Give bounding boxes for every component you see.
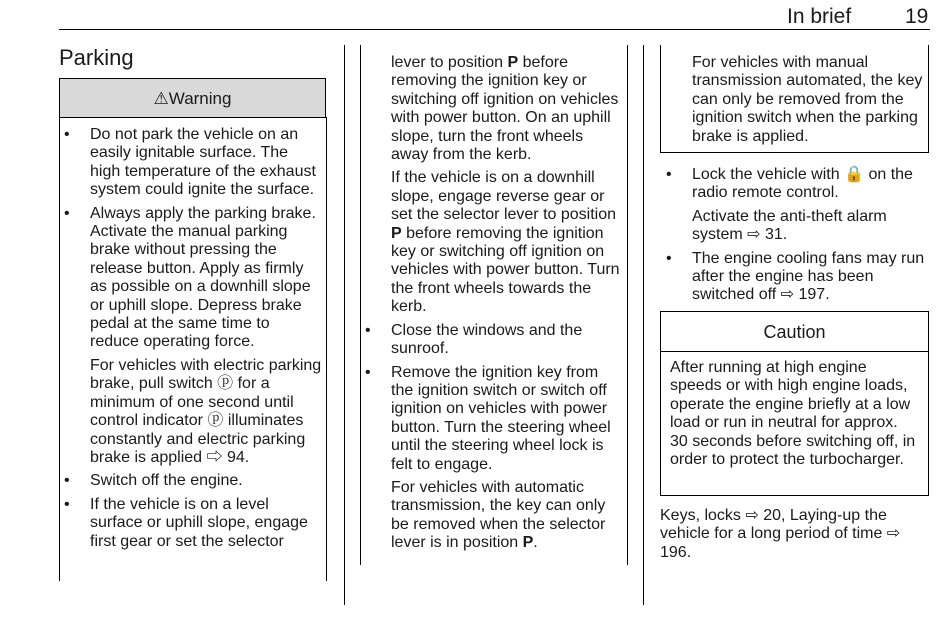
caution-box	[660, 351, 929, 496]
list-item: • The engine cooling fans may run after the engine has been switched off ⇨ 197.	[662, 250, 930, 305]
column-divider	[643, 45, 644, 605]
header-rule	[59, 29, 930, 30]
warning-content	[60, 126, 322, 556]
page-number: 19	[905, 5, 929, 28]
list-item: • Do not park the vehicle on an easily ignitable surface. The high temperature of the exhaust system could ignite the surface.	[60, 126, 322, 200]
cross-reference-footer: Keys, locks ⇨ 20, Laying-up the vehicle for a long period of time ⇨ 196.	[660, 507, 901, 561]
column-divider	[344, 45, 345, 605]
caution-header: Caution	[660, 311, 929, 352]
list-item: • Always apply the parking brake. Activate the manual parking brake without pressing the release button. Apply as firmly as possible on a downhill slope or uphill slope. Depress brake pedal at the same time to reduce operating force.	[60, 205, 322, 352]
paragraph: lever to position P before removing the ignition key or switching off ignition on vehicles with power button. On an uphill slope, turn the front wheels away from the kerb.	[391, 54, 619, 164]
column-3	[662, 54, 930, 310]
running-header-title: In brief	[787, 5, 852, 28]
paragraph: For vehicles with automatic transmission, the key can only be removed when the selector lever is in position P.	[391, 478, 606, 552]
list-item: • Close the windows and the sunroof.	[361, 322, 623, 359]
list-item: • Switch off the engine.	[60, 472, 322, 490]
warning-header	[59, 78, 326, 118]
paragraph: If the vehicle is on a downhill slope, engage reverse gear or set the selector lever to position P before removing the ignition key or switching off ignition on vehicles with power button. Turn the front wheels towards the kerb.	[391, 169, 620, 316]
section-title: Parking	[59, 45, 134, 70]
list-item: • Lock the vehicle with 🔒 on the radio remote control.	[662, 166, 930, 203]
paragraph: For vehicles with manual transmission automated, the key can only be removed from the ignition switch when the parking brake is applied.	[692, 54, 923, 145]
caution-text: After running at high engine speeds or with high engine loads, operate the engine briefly at a low load or run in neutral for approx. 30 seconds before switching off, in order to protect the turbocharger.	[670, 359, 916, 469]
list-item: • If the vehicle is on a level surface or uphill slope, engage first gear or set the selector	[60, 496, 322, 551]
paragraph: For vehicles with electric parking brake, pull switch ⓟ for a minimum of one second until control indicator ⓟ illuminates constantly and electric parking brake is applied ⇨ 94.	[90, 356, 322, 466]
warning-label: Warning	[168, 89, 232, 108]
warning-triangle-icon: ⚠	[153, 89, 169, 108]
list-item: • Remove the ignition key from the ignition switch or switch off ignition on vehicles with power button. Turn the steering wheel until the steering wheel lock is felt to engage.	[361, 364, 623, 474]
column-divider	[627, 45, 628, 565]
paragraph: Activate the anti-theft alarm system ⇨ 31.	[692, 207, 887, 244]
column-2	[361, 54, 623, 558]
